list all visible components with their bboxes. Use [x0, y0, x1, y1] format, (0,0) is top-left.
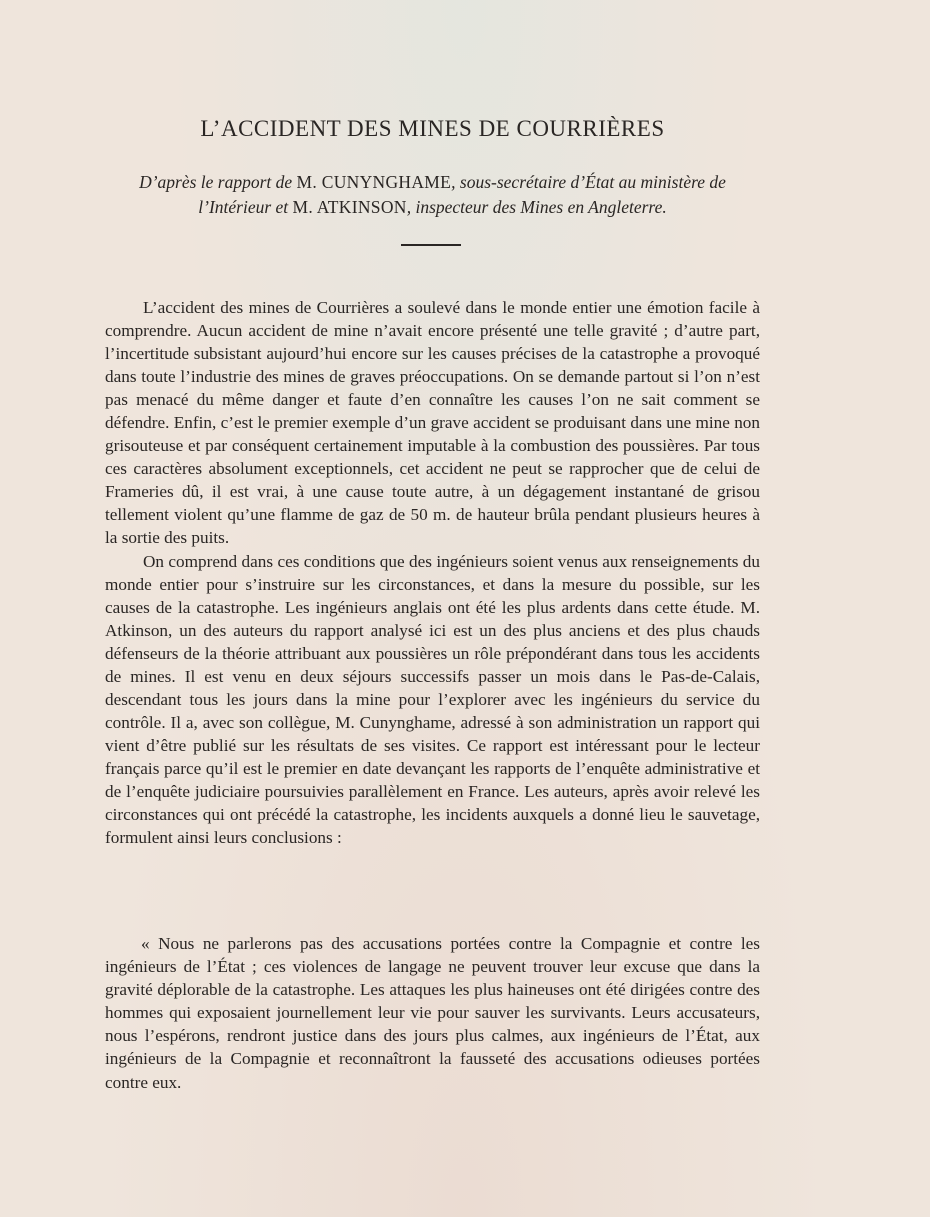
- paragraph-2: On comprend dans ces conditions que des ingénieurs soient venus aux renseignements du monde entier pour s’instruire sur les circonstances, et dans la mesure du possible, sur les causes de la catastrophe. Les ingénieurs anglais ont été les plus ardents dans cette étude. M. Atkinson, un des auteurs du rapport analysé ici est un des plus anciens et des plus chauds défenseurs de la théorie attribuant aux poussières un rôle prépondérant dans tous les accidents de mines. Il est venu en deux séjours successifs passer un mois dans le Pas-de-Calais, descendant tous les jours dans la mine pour l’explorer avec les ingénieurs du service du contrôle. Il a, avec son collègue, M. Cunynghame, adressé à son administration un rapport qui vient d’être publié sur les résultats de ses visites. Ce rapport est intéressant pour le lecteur français parce qu’il est le premier en date devançant les rapports de l’enquête administrative et de l’enquête judiciaire poursuivies parallèlement en France. Les auteurs, après avoir relevé les circonstances qui ont précédé la catastrophe, les incidents auxquels a donné lieu le sauvetage, formulent ainsi leurs conclusions :: [105, 551, 760, 848]
- paragraph-1: L’accident des mines de Courrières a soulevé dans le monde entier une émotion facile à comprendre. Aucun accident de mine n’avait encore présenté une telle gravité ; d’autre part, l’incertitude subsistant aujourd’hui encore sur les causes précises de la catastrophe a provoqué dans toute l’industrie des mines de graves préoccupations. On se demande partout si l’on n’est pas menacé du même danger et faute d’en connaître les causes l’on ne sait comment se défendre. Enfin, c’est le premier exemple d’un grave accident se produisant dans une mine non grisouteuse et par conséquent certainement imputable à la combustion des poussières. Par tous ces caractères absolument exceptionnels, cet accident ne peut se rapprocher que de celui de Frameries dû, il est vrai, à une cause toute autre, à un dégagement instantané de grisou tellement violent qu’une flamme de gaz de 50 m. de hauteur brûla pendant plusieurs heures à la sortie des puits.: [105, 298, 760, 548]
- subtitle-part-3: , inspecteur des Mines en Angleterre.: [406, 197, 667, 217]
- author-name-1: M. CUNYNGHAME: [296, 172, 452, 192]
- quoted-conclusion: « Nous ne parlerons pas des accusations portées contre la Compagnie et contre les ingénieurs de l’État ; ces violences de langage ne peuvent trouver leur excuse que dans la gravité déplorable de la catastrophe. Les attaques les plus haineuses ont été dirigées contre des hommes qui exposaient journellement leur vie pour sauver les survivants. Leurs accusateurs, nous l’espérons, rendront justice dans des jours plus calmes, aux ingénieurs de l’État, aux ingénieurs de la Compagnie et reconnaîtront la fausseté des accusations odieuses portées contre eux.: [105, 934, 760, 1092]
- title-divider: [401, 244, 461, 246]
- article-body: [105, 296, 760, 849]
- subtitle-part-1: D’après le rapport de: [139, 172, 297, 192]
- article-subtitle: [105, 170, 760, 220]
- article-title: L’ACCIDENT DES MINES DE COURRIÈRES: [200, 116, 665, 141]
- subtitle-part-2: , sous-secrétaire d’État au ministère de l’Intérieur et: [198, 172, 726, 217]
- author-name-2: M. ATKINSON: [292, 197, 407, 217]
